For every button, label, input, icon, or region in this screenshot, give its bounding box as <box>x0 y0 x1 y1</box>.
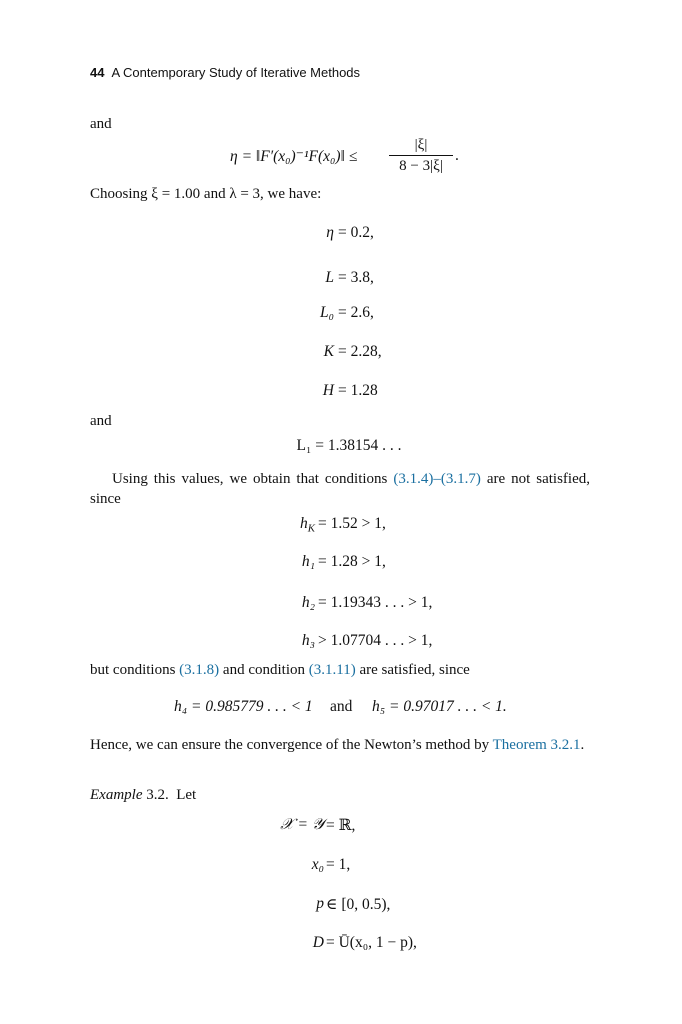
h-value-lhs: h₂ <box>301 594 315 611</box>
and-word: and <box>330 698 353 715</box>
hence-text: Hence, we can ensure the convergence of the Newton’s method by <box>90 737 493 753</box>
ex-value-rhs: = ℝ, <box>326 817 356 834</box>
running-header <box>90 65 360 80</box>
fraction-denominator: 8 − 3|ξ| <box>399 158 443 174</box>
value-rhs: = 0.2, <box>338 224 374 241</box>
value-lhs: K <box>323 343 334 360</box>
theorem-link[interactable]: Theorem 3.2.1 <box>492 737 581 753</box>
using-paragraph <box>90 469 590 509</box>
ex-value-lhs: p <box>316 895 324 912</box>
h-value-rhs: = 1.19343 . . . > 1, <box>318 594 433 611</box>
example-label: Example <box>90 787 143 803</box>
value-lhs: L <box>325 269 334 286</box>
text-and-2: and <box>90 413 112 429</box>
value-rhs: = 2.28, <box>338 343 382 360</box>
ex-value-lhs: 𝒳 = 𝒴 <box>280 816 324 833</box>
h-value-lhs: $h_K$ <box>300 515 315 535</box>
condition-link-318[interactable]: (3.1.8) <box>179 662 220 678</box>
condition-link-3111[interactable]: (3.1.11) <box>308 662 356 678</box>
conditions-link[interactable]: (3.1.4)–(3.1.7) <box>393 471 481 487</box>
ex-value-rhs: ∈ [0, 0.5), <box>326 896 391 913</box>
example-number: 3.2. <box>146 787 169 803</box>
hence-end: . <box>580 737 585 753</box>
ex-value-lhs: D <box>312 934 324 951</box>
value-rhs: = 3.8, <box>338 269 374 286</box>
h-value-lhs: h₃ <box>301 632 315 649</box>
value-lhs: L₀ <box>319 304 334 321</box>
ex-value-rhs: = Ū(x₀, 1 − p), <box>326 934 417 951</box>
l1-equation: L₁ = 1.38154 . . . <box>296 437 402 454</box>
value-lhs: H <box>322 382 334 399</box>
choosing-text: Choosing ξ = 1.00 and λ = 3, we have: <box>90 186 322 202</box>
using-text-1: Using this values, we obtain that conditions <box>112 471 394 487</box>
page-number: 44 <box>90 65 105 80</box>
but-text-3: are satisfied, since <box>355 662 470 678</box>
h5-eq: h₅ = 0.97017 . . . < 1. <box>372 698 507 715</box>
ex-value-rhs: = 1, <box>326 856 351 873</box>
ex-value-lhs: x₀ <box>311 856 324 873</box>
but-paragraph <box>90 660 470 680</box>
value-rhs: = 1.28 <box>338 382 378 399</box>
hence-paragraph <box>90 735 590 755</box>
value-rhs: = 2.6, <box>338 304 374 321</box>
h-value-rhs: = 1.28 > 1, <box>318 553 386 570</box>
using-text-2: are not satisfied, since <box>90 471 590 507</box>
fraction-numerator: |ξ| <box>389 136 453 156</box>
but-text-2: and condition <box>219 662 309 678</box>
h-value-rhs: > 1.07704 . . . > 1, <box>318 632 433 649</box>
h4-eq: h₄ = 0.985779 . . . < 1 <box>174 698 313 715</box>
but-text-1: but conditions <box>90 662 180 678</box>
example-heading <box>90 785 196 805</box>
example-let: Let <box>176 787 197 803</box>
h-value-lhs: h₁ <box>301 553 315 570</box>
eta-eq-fraction <box>389 136 453 175</box>
book-title: A Contemporary Study of Iterative Methods <box>111 65 361 80</box>
eta-eq-lhs: η = ‖F′(x₀)⁻¹F(x₀)‖ ≤ <box>230 148 358 165</box>
h-value-rhs: = 1.52 > 1, <box>318 515 386 532</box>
text-and-1: and <box>90 116 112 132</box>
value-lhs: η <box>326 224 334 241</box>
eta-eq-end: . <box>455 147 459 164</box>
